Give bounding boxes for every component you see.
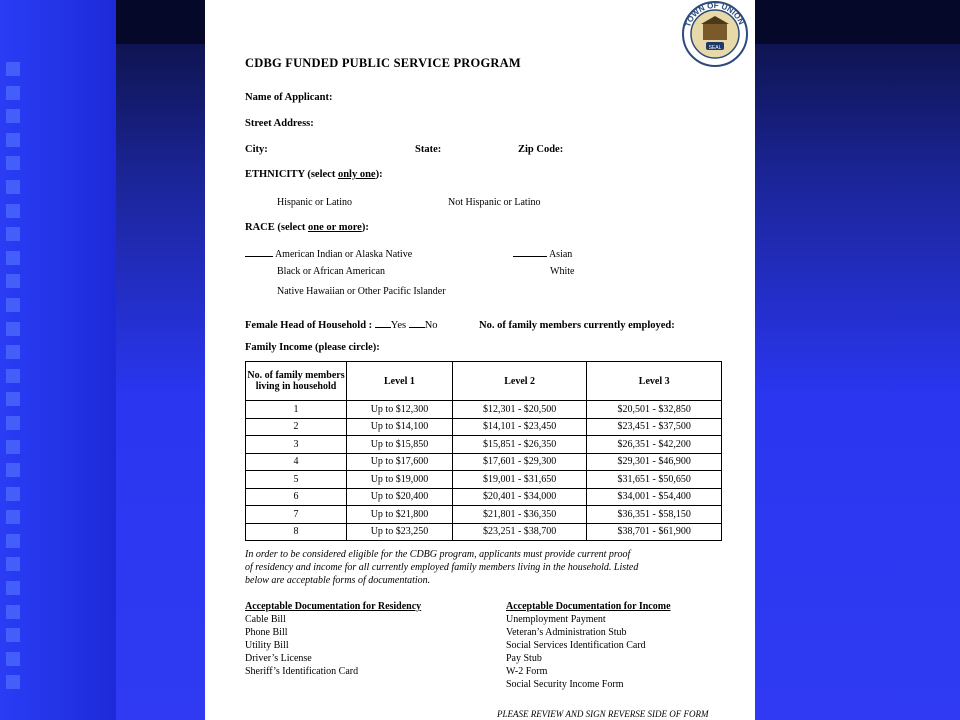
decorative-square: [6, 416, 20, 430]
table-cell: $20,401 - $34,000: [452, 488, 587, 506]
table-cell: $38,701 - $61,900: [587, 523, 722, 541]
residency-documentation-list: Acceptable Documentation for Residency Cable Bill Phone Bill Utility Bill Driver’s License Sheriff’s Identification Card: [245, 601, 422, 677]
race-label: RACE (select one or more):: [245, 222, 369, 233]
decorative-squares: [6, 62, 22, 699]
list-item: Phone Bill: [245, 627, 288, 638]
table-cell: $34,001 - $54,400: [587, 488, 722, 506]
table-cell: 4: [246, 453, 347, 471]
table-cell: $14,101 - $23,450: [452, 418, 587, 436]
income-table-header: Level 3: [587, 362, 722, 401]
ethnicity-option-hispanic: Hispanic or Latino: [277, 197, 352, 208]
decorative-square: [6, 392, 20, 406]
race-option-white: White: [550, 266, 575, 277]
list-item: W-2 Form: [506, 666, 548, 677]
town-seal-icon: [679, 0, 751, 68]
list-item: Social Security Income Form: [506, 679, 624, 690]
decorative-square: [6, 251, 20, 265]
decorative-square: [6, 675, 20, 689]
income-table-header: Level 1: [347, 362, 453, 401]
applicant-name-label: Name of Applicant:: [245, 92, 333, 103]
table-cell: $23,251 - $38,700: [452, 523, 587, 541]
table-row: [246, 453, 722, 471]
table-cell: Up to $15,850: [347, 436, 453, 454]
race-option-black: Black or African American: [277, 266, 386, 277]
table-cell: Up to $17,600: [347, 453, 453, 471]
race-option-asian: Asian: [513, 249, 572, 260]
decorative-square: [6, 510, 20, 524]
decorative-square: [6, 298, 20, 312]
family-income-label: Family Income (please circle):: [245, 342, 380, 353]
street-address-label: Street Address:: [245, 118, 314, 129]
list-item: Veteran’s Administration Stub: [506, 627, 627, 638]
decorative-square: [6, 440, 20, 454]
decorative-square: [6, 557, 20, 571]
decorative-square: [6, 274, 20, 288]
table-cell: $15,851 - $26,350: [452, 436, 587, 454]
table-cell: Up to $21,800: [347, 506, 453, 524]
form-title: CDBG FUNDED PUBLIC SERVICE PROGRAM: [245, 56, 521, 70]
decorative-square: [6, 109, 20, 123]
table-cell: $31,651 - $50,650: [587, 471, 722, 489]
decorative-square: [6, 322, 20, 336]
list-item: Utility Bill: [245, 640, 289, 651]
eligibility-note: In order to be considered eligible for the CDBG program, applicants must provide current proof of residency and income for all currently employed family members living in the household. Listed below are acceptable forms of documentation.: [245, 549, 639, 586]
table-cell: $26,351 - $42,200: [587, 436, 722, 454]
city-label: City:: [245, 144, 268, 155]
table-cell: 1: [246, 401, 347, 419]
state-label: State:: [415, 144, 442, 155]
list-item: Driver’s License: [245, 653, 312, 664]
seal-top-text: TOWN OF UNION: [683, 0, 746, 29]
decorative-square: [6, 62, 20, 76]
table-cell: Up to $23,250: [347, 523, 453, 541]
decorative-square: [6, 581, 20, 595]
left-blue-strip: [0, 0, 116, 720]
review-reverse-footer: PLEASE REVIEW AND SIGN REVERSE SIDE OF FORM: [497, 709, 709, 719]
list-item: Pay Stub: [506, 653, 542, 664]
decorative-square: [6, 227, 20, 241]
table-cell: Up to $14,100: [347, 418, 453, 436]
table-cell: Up to $19,000: [347, 471, 453, 489]
table-row: [246, 506, 722, 524]
table-cell: $29,301 - $46,900: [587, 453, 722, 471]
table-cell: 5: [246, 471, 347, 489]
table-cell: $21,801 - $36,350: [452, 506, 587, 524]
list-item: Social Services Identification Card: [506, 640, 646, 651]
list-item: Cable Bill: [245, 614, 286, 625]
table-cell: Up to $12,300: [347, 401, 453, 419]
decorative-square: [6, 204, 20, 218]
table-cell: 7: [246, 506, 347, 524]
income-table-header: No. of family members living in household: [246, 362, 347, 401]
list-item: Unemployment Payment: [506, 614, 606, 625]
female-head-household: Female Head of Household : Yes No: [245, 320, 438, 331]
decorative-square: [6, 156, 20, 170]
table-row: [246, 488, 722, 506]
table-cell: 2: [246, 418, 347, 436]
table-row: [246, 401, 722, 419]
income-table: [245, 361, 722, 541]
table-row: [246, 523, 722, 541]
decorative-square: [6, 133, 20, 147]
decorative-square: [6, 463, 20, 477]
form-page: [205, 0, 755, 720]
decorative-square: [6, 605, 20, 619]
ethnicity-label: ETHNICITY (select only one):: [245, 169, 383, 180]
table-cell: Up to $20,400: [347, 488, 453, 506]
income-documentation-list: Acceptable Documentation for Income Unemployment Payment Veteran’s Administration Stub Social Services Identification Card Pay Stub W-2 Form Social Security Income Form: [506, 601, 671, 690]
table-cell: $23,451 - $37,500: [587, 418, 722, 436]
decorative-square: [6, 86, 20, 100]
table-cell: $20,501 - $32,850: [587, 401, 722, 419]
decorative-square: [6, 534, 20, 548]
table-row: [246, 471, 722, 489]
table-row: [246, 418, 722, 436]
decorative-square: [6, 652, 20, 666]
zip-code-label: Zip Code:: [518, 144, 564, 155]
ethnicity-option-not-hispanic: Not Hispanic or Latino: [448, 197, 541, 208]
table-cell: $19,001 - $31,650: [452, 471, 587, 489]
table-cell: $17,601 - $29,300: [452, 453, 587, 471]
decorative-square: [6, 487, 20, 501]
income-table-header: Level 2: [452, 362, 587, 401]
table-cell: 6: [246, 488, 347, 506]
table-cell: $12,301 - $20,500: [452, 401, 587, 419]
list-item: Sheriff’s Identification Card: [245, 666, 359, 677]
table-cell: $36,351 - $58,150: [587, 506, 722, 524]
table-row: [246, 436, 722, 454]
race-option-native-hawaiian: Native Hawaiian or Other Pacific Islander: [277, 286, 446, 297]
decorative-square: [6, 180, 20, 194]
table-cell: 3: [246, 436, 347, 454]
decorative-square: [6, 628, 20, 642]
decorative-square: [6, 345, 20, 359]
employed-members-label: No. of family members currently employed:: [479, 320, 675, 331]
decorative-square: [6, 369, 20, 383]
race-option-american-indian: American Indian or Alaska Native: [245, 249, 412, 260]
table-cell: 8: [246, 523, 347, 541]
seal-center-text: SEAL: [708, 45, 722, 51]
